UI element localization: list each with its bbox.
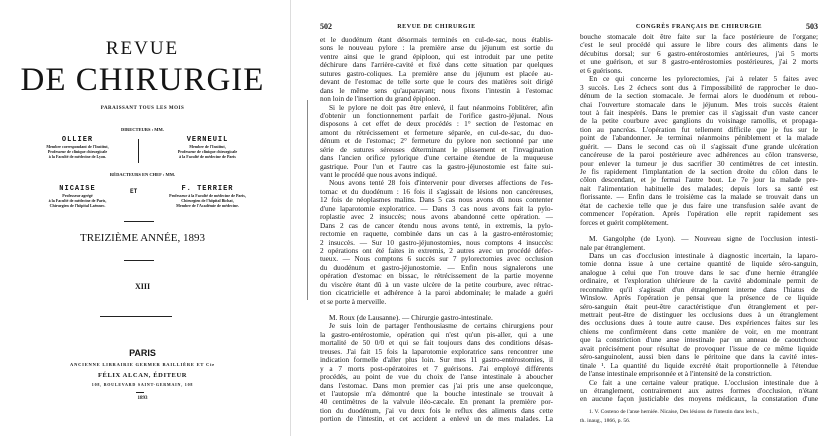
page-number-left: 502	[320, 22, 332, 31]
editor-name: NICAISE	[59, 185, 96, 193]
director-desc: à la Faculté de médecine de Lyon.	[48, 154, 107, 159]
text-line: 40 centimètres de la valvule iléo-cæcale. En prenant la première por-	[320, 398, 553, 407]
text-line: séro-sanguin était peut-être caractéristique d'un étranglement et per-	[580, 302, 818, 311]
editors-label: RÉDACTEURS EN CHEF : MM.	[109, 172, 176, 177]
text-line: Dans 2 cas de cancer étendu nous avons tenté, in extremis, la pylo-	[320, 221, 553, 230]
text-line: du viscère étant dû à un vaste ulcère de la petite courbure, avec rétrac-	[320, 280, 553, 289]
journal-title: DE CHIRURGIE	[20, 62, 265, 98]
text-line: et l'autopsie m'a démontré que la bouche intestinale se trouvait à	[320, 389, 553, 398]
page-502-text	[320, 36, 553, 424]
running-header-left: REVUE DE CHIRURGIE	[397, 24, 476, 30]
text-line: 2 insuccès. — Sur 10 gastro-jéjunostomies, nous comptons 4 insuccès:	[320, 238, 553, 247]
text-line: nait l'alimentation habituelle des malades; depuis lors sa santé est	[580, 184, 818, 193]
text-line: M. Gangolphe (de Lyon). — Nouveau signe de l'occlusion intesti-	[589, 235, 818, 244]
text-line: état de cachexie telle que je dus faire une transfusion salée avant de	[580, 201, 818, 210]
year-line: TREIZIÈME ANNÉE, 1893	[80, 232, 205, 244]
text-line: de la petite courbure avec ganglions du voisinage ramollis, et propaga-	[580, 117, 818, 126]
journal-name-revue: REVUE	[105, 38, 180, 59]
director-desc: Professeur de clinique chirurgicale	[47, 149, 108, 154]
text-line: tion du duodénum, j'ai vu deux fois le reflux des aliments dans cette	[320, 406, 553, 415]
text-line: 3 succès. Les 2 échecs sont dus à l'impossibilité de rapprocher le duo-	[580, 83, 818, 92]
text-line: chiens me confirmèrent dans cette manière de voir, en me montrant	[580, 327, 818, 336]
text-line: 12 fois de néoplasmes malins. Dans 5 cas nous avons dû nous contenter	[320, 196, 553, 205]
text-line: tomac et du duodénum : 16 fois il s'agissait de lésions non cancéreuses,	[320, 187, 553, 196]
volume-number: XIII	[134, 282, 151, 291]
page-gutter	[290, 0, 291, 436]
text-line: en aucune façon justiciable des moyens médicaux, la constatation d'une	[580, 395, 818, 404]
text-line: ordinaire, et l'exploration ultérieure de la cavité abdominale permit de	[580, 277, 818, 286]
text-line: série de sutures séreuses déterminant le plissement et l'invagination	[320, 145, 553, 154]
text-line: sons le nouveau pylore : la première anse du jéjunum est sortie du	[320, 44, 553, 53]
text-line: tinale ¹. La quantité du liquide excrété était proportionnelle à l'étendue	[580, 361, 818, 370]
text-line: dans l'ancien orifice pylorique d'une certaine étendue de la muqueuse	[320, 154, 553, 163]
text-line: et se porte à merveille.	[320, 297, 387, 306]
text-line: et le duodénum étant désormais terminés en cul-de-sac, nous établis-	[320, 36, 553, 44]
page-number-right: 503	[806, 22, 818, 31]
editors-joiner: ET	[130, 188, 138, 195]
text-line: florissante. — Enfin dans le troisième cas la malade se trouvait dans un	[580, 193, 818, 202]
text-line: et une guérison, et sur 8 gastro-entérostomies postérieures, j'ai 2 morts	[580, 58, 818, 67]
text-line: Ce fait a une certaine valeur pratique. L'occlusion intestinale due à	[589, 378, 818, 387]
text-line: treuses. J'ai fait 15 fois la laparotomie exploratrice sans rencontrer une	[320, 347, 553, 356]
editor-desc: Chirurgien de l'hôpital Bichat,	[181, 198, 234, 203]
text-line: roplastie avec 2 insuccès; nous avons abandonné cette opération. —	[320, 213, 553, 222]
text-line: un étranglement, contrairement aux autres formes d'occlusion, n'étant	[580, 386, 818, 395]
text-line: bouche stomacale doit être faite sur la face postérieure de l'organe;	[580, 33, 818, 41]
director-name: OLLIER	[61, 136, 94, 144]
text-line: avait précisément pour résultat de provoquer l'issue de ce même liquide	[580, 344, 818, 353]
text-line: vant le procédé que nous avons indiqué.	[320, 171, 437, 179]
directors-label: DIRECTEURS : MM.	[121, 127, 164, 132]
footnote-line: th. inaug., 1866, p. 56.	[580, 418, 631, 424]
text-line: Winslow. Après l'opération je pensai que la présence de ce liquide	[580, 294, 818, 303]
text-line: nale par étranglement.	[580, 243, 646, 252]
editor-desc: Membre de l'Académie de médecine.	[176, 203, 239, 208]
editor-desc: Professeur à la Faculté de médecine de Paris,	[169, 193, 246, 198]
text-line: de l'anse intestinale emprisonnée et à l'intensité de la constriction.	[580, 370, 772, 379]
text-line: chai l'ouverture stomacale dans le jéjunum. Mes trois succès étaient	[580, 100, 818, 109]
text-line: En ce qui concerne les pylorectomies, j'ai à relater 5 faites avec	[589, 75, 818, 84]
text-line: ventre ainsi que le grand épiploon, qui est introduit par une petite	[320, 52, 553, 61]
text-line: d'une laparotomie exploratrice. — Dans 3 cas nous avons fait la pylo-	[320, 204, 553, 213]
journal-subtitle: PARAISSANT TOUS LES MOIS	[100, 106, 185, 111]
page-503-text	[580, 33, 818, 404]
text-line: opération d'estomac en bissac, le rétrécissement de la partie moyenne	[320, 272, 553, 281]
text-line: forces et guérit complètement.	[580, 218, 669, 227]
text-line: pour enlever la tumeur je dus sacrifier 30 centimètres de cet intestin.	[580, 159, 818, 168]
text-line: portion de l'intestin, et cet accident a enlevé un de mes malades. La	[320, 415, 553, 424]
text-line: déchirure dans l'arrière-cavité et fixé dans cette situation par quelques	[320, 61, 553, 70]
director-desc: Membre de l'Institut,	[189, 144, 226, 149]
text-line: Nous avons tenté 28 fois d'intervenir pour diverses affections de l'es-	[329, 179, 553, 188]
text-line: Je suis loin de partager l'enthousiasme de certains chirurgiens pour	[329, 322, 553, 331]
text-line: Si le pylore ne doit pas être enlevé, il faut néanmoins l'oblitérer, afin	[329, 103, 553, 112]
text-line: cancéreuse de la paroi postérieure avec adhérences au côlon transverse,	[580, 151, 818, 160]
page-edge	[307, 100, 308, 300]
text-line: Dans un cas d'occlusion intestinale à diagnostic incertain, la laparo-	[589, 251, 818, 260]
text-line: dans le même sens qu'auparavant; nous fixons l'intestin à l'estomac	[320, 86, 553, 95]
library: ANCIENNE LIBRAIRIE GERMER BAILLIÈRE ET Cie	[70, 362, 215, 367]
editor-desc: Professeur agrégé	[62, 193, 93, 198]
title-page	[0, 0, 285, 436]
divider	[138, 139, 139, 163]
text-line: 2 opérations ont été faites in extremis, 2 autres avec un procédé défec-	[320, 246, 553, 255]
text-line: procédés, au point de vue du choix de l'anse intestinale à aboucher	[320, 373, 553, 382]
text-line: devant de l'estomac de telle sorte que le cours des matières soit dirigé	[320, 78, 553, 87]
text-line: reconnaître qu'il s'agissait d'un étranglement interne dans l'hiatus de	[580, 285, 818, 294]
text-line: d'obtenir un fonctionnement parfait de l'orifice gastro-jéjunal. Nous	[320, 111, 553, 120]
text-line: et 6 guérisons.	[580, 66, 623, 75]
publisher-address: 108, BOULEVARD SAINT-GERMAIN, 108	[91, 382, 194, 387]
text-line: tion cicatricielle et adhérence à la paroi abdominale; le malade a guéri	[320, 289, 553, 298]
text-line: guérit. — Dans le second cas où il s'agissait d'une grande ulcération	[580, 142, 818, 151]
text-line: analogue à celui que l'on trouve dans le sac d'une hernie étranglée	[580, 268, 818, 277]
text-line: Je fis rapidement l'implantation de la section droite du côlon dans le	[580, 168, 818, 176]
text-line: commencer l'opération. Après l'opération elle reprit rapidement ses	[580, 210, 818, 219]
footnote	[580, 408, 818, 426]
text-line: dénum de la section stomacale. Je fermai alors le duodénum et rebou-	[580, 92, 818, 101]
text-line: sutures gastro-coliques. La première anse du jéjunum est placée au-	[320, 69, 553, 78]
text-line: y a 7 morts post-opératoires et 7 guérisons. J'ai employé différents	[320, 364, 553, 373]
text-line: tueux. — Nous comptons 6 succès sur 7 pylorectomies avec occlusion	[320, 255, 553, 264]
text-line: la gastro-entérostomie, opération qui n'est qu'un pis-aller, qui a une	[320, 330, 553, 339]
city: PARIS	[129, 348, 156, 358]
director-desc: Membre correspondant de l'Institut,	[46, 144, 109, 149]
text-line: non loin de l'insertion du grand épiploon.	[320, 95, 441, 104]
ornament-rule	[100, 316, 172, 317]
editor-name: F. TERRIER	[181, 185, 234, 193]
director-desc: Professeur de clinique chirurgicale	[177, 149, 238, 154]
text-line: du duodénum et gastro-jéjunostomie. — Enfin nous signalerons une	[320, 263, 553, 272]
director-ollier	[20, 136, 135, 159]
publication-year: 1893	[137, 396, 148, 401]
text-line: dans l'estomac. Dans mon premier cas j'ai pris une anse quelconque,	[320, 381, 553, 390]
text-line: dénum et de l'estomac; 2° fermeture du pylore non sectionné par une	[320, 137, 553, 146]
editor-nicaise	[20, 185, 138, 208]
running-header-right: CONGRÈS FRANÇAIS DE CHIRURGIE	[635, 24, 763, 30]
text-line: indication formelle d'aller plus loin. Sur mes 11 gastro-entérostomies, il	[320, 356, 553, 365]
text-line: tion au pancréas. L'opération fut tellement difficile que je fus sur le	[580, 125, 818, 134]
text-line: amont du rétrécissement et fermeture séparée, en cul-de-sac, du duo-	[320, 128, 553, 137]
editor-desc: à la Faculté de médecine de Paris,	[48, 198, 107, 203]
footnote-line: 1. V. Costeno de l'anse herniée. Nicaise, Des lésions de l'intestin dans les h.,	[589, 409, 759, 415]
text-line: des occlusions dues à toute autre cause. Des expériences faites sur les	[580, 319, 818, 328]
text-line: mortalité de 50 0/0 et qui se fait toujours dans des conditions désas-	[320, 339, 553, 348]
text-line: M. Roux (de Lausanne). — Chirurgie gastro-intestinale.	[329, 314, 493, 322]
text-line: c'est le seul procédé qui assure le libre cours des aliments dans le	[580, 41, 818, 50]
text-line: décubitus dorsal; sur 6 gastro-entérostomies antérieures, j'ai 5 morts	[580, 49, 818, 58]
text-line: rectomie en raquette, combinée dans un cas à la gastro-entérostomie;	[320, 230, 553, 239]
publisher: FÉLIX ALCAN, ÉDITEUR	[97, 372, 188, 379]
director-desc: à la Faculté de médecine de Paris	[179, 154, 236, 159]
rule	[124, 260, 154, 261]
text-line: disposons à cet effet de deux procédés : 1° section de l'estomac en	[320, 120, 553, 129]
text-line: point de l'abandonner. Je terminai néanmoins péniblement et la malade	[580, 134, 818, 143]
text-line: tout à fait inespérés. Dans le premier cas il s'agissait d'un vaste cancer	[580, 108, 818, 117]
rule	[136, 392, 144, 393]
text-line: séro-sanguinolent, aussi bien dans le péritoine que dans la cavité intes-	[580, 353, 818, 362]
text-line: mettrait peut-être de distinguer les occlusions dues à un étranglement	[580, 311, 818, 319]
text-line: tomie donna issue à une certaine quantité de liquide séro-sanguin,	[580, 260, 818, 269]
rule	[124, 221, 154, 222]
text-line: que la constriction d'une anse intestinale par un anneau de caoutchouc	[580, 336, 818, 345]
director-name: VERNEUIL	[186, 136, 229, 144]
text-line: gastrique. Pour l'un et l'autre cas la gastro-jéjunostomie est faite sui-	[320, 162, 553, 171]
text-line: côlon descendant, et je fermai l'autre bout. Le 7e jour la malade pre-	[580, 176, 818, 185]
editor-terrier	[145, 185, 270, 208]
director-verneuil	[145, 136, 270, 159]
editor-desc: Chirurgien de l'hôpital Laënnec.	[49, 203, 106, 208]
